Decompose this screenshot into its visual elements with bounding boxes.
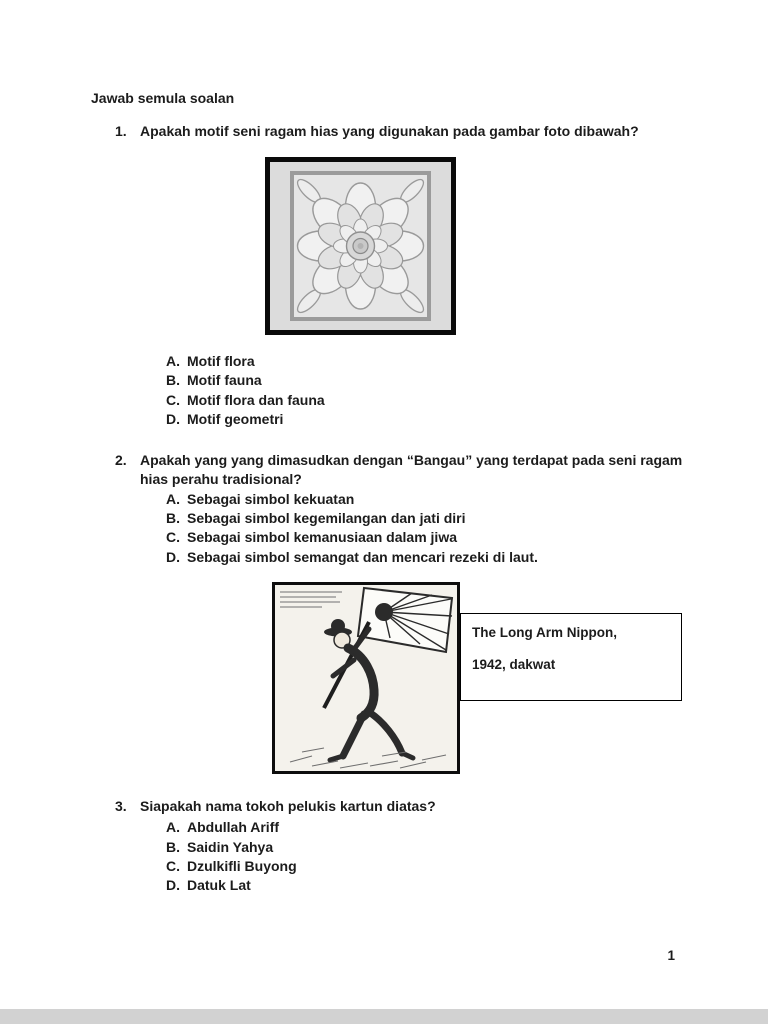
option-text: Dzulkifli Buyong bbox=[187, 858, 297, 875]
option-text: Motif geometri bbox=[187, 411, 284, 428]
answer-option bbox=[166, 391, 768, 410]
option-text: Motif fauna bbox=[187, 372, 262, 389]
option-text: Sebagai simbol kekuatan bbox=[187, 490, 355, 507]
question-2 bbox=[115, 451, 768, 489]
document-header: Jawab semula soalan bbox=[91, 90, 235, 106]
viewer-bottom-strip bbox=[0, 1009, 768, 1024]
artwork-caption-box bbox=[460, 613, 682, 701]
page-number: 1 bbox=[667, 948, 675, 963]
answer-option bbox=[166, 528, 768, 547]
option-text: Sebagai simbol semangat dan mencari rezeki di laut. bbox=[187, 548, 538, 565]
question-1-number: 1. bbox=[115, 123, 127, 139]
option-letter: C. bbox=[166, 391, 180, 408]
option-letter: B. bbox=[166, 510, 180, 527]
option-text: Motif flora dan fauna bbox=[187, 391, 325, 408]
answer-option bbox=[166, 857, 768, 876]
question-3-text: Siapakah nama tokoh pelukis kartun diatas? bbox=[140, 798, 436, 815]
answer-option bbox=[166, 818, 768, 837]
answer-option bbox=[166, 509, 768, 528]
option-letter: C. bbox=[166, 858, 180, 875]
option-letter: B. bbox=[166, 372, 180, 389]
question-2-keyword: Bangau bbox=[413, 451, 466, 468]
option-text: Sebagai simbol kegemilangan dan jati diri bbox=[187, 510, 466, 527]
relief-carving-photo bbox=[265, 157, 456, 335]
option-text: Motif flora bbox=[187, 353, 255, 369]
answer-option bbox=[166, 876, 768, 895]
option-letter: D. bbox=[166, 877, 180, 894]
option-letter: A. bbox=[166, 490, 180, 507]
cartoon-section bbox=[272, 582, 768, 774]
option-letter: D. bbox=[166, 411, 180, 428]
question-2-options bbox=[166, 490, 768, 568]
question-1-text: Apakah motif seni ragam hias yang digunakan pada gambar foto dibawah? bbox=[140, 123, 639, 139]
question-2-text-suffix: ” yang terdapat pada seni ragam hias perahu tradisional? bbox=[140, 451, 683, 487]
question-2-text-prefix: Apakah yang yang dimasudkan dengan “ bbox=[140, 451, 414, 468]
propaganda-cartoon-photo bbox=[272, 582, 460, 774]
option-letter: B. bbox=[166, 838, 180, 855]
question-2-number: 2. bbox=[115, 451, 127, 468]
option-text: Sebagai simbol kemanusiaan dalam jiwa bbox=[187, 529, 457, 546]
question-1 bbox=[115, 122, 768, 141]
answer-option bbox=[166, 838, 768, 857]
option-letter: C. bbox=[166, 529, 180, 546]
option-letter: A. bbox=[166, 353, 180, 369]
caption-year-medium: 1942, dakwat bbox=[472, 657, 556, 673]
option-letter: A. bbox=[166, 819, 180, 836]
option-text: Saidin Yahya bbox=[187, 838, 274, 855]
question-1-options bbox=[166, 352, 768, 430]
question-2-text bbox=[140, 451, 688, 489]
caption-title: The Long Arm Nippon, bbox=[472, 625, 617, 641]
question-3-number: 3. bbox=[115, 798, 127, 815]
option-letter: D. bbox=[166, 548, 180, 565]
option-text: Datuk Lat bbox=[187, 877, 251, 894]
answer-option bbox=[166, 371, 768, 390]
answer-option bbox=[166, 490, 768, 509]
question-3-options bbox=[166, 818, 768, 896]
answer-option bbox=[166, 548, 768, 567]
answer-option bbox=[166, 410, 768, 429]
option-text: Abdullah Ariff bbox=[187, 819, 280, 836]
question-3 bbox=[115, 797, 768, 816]
answer-option bbox=[166, 352, 768, 371]
